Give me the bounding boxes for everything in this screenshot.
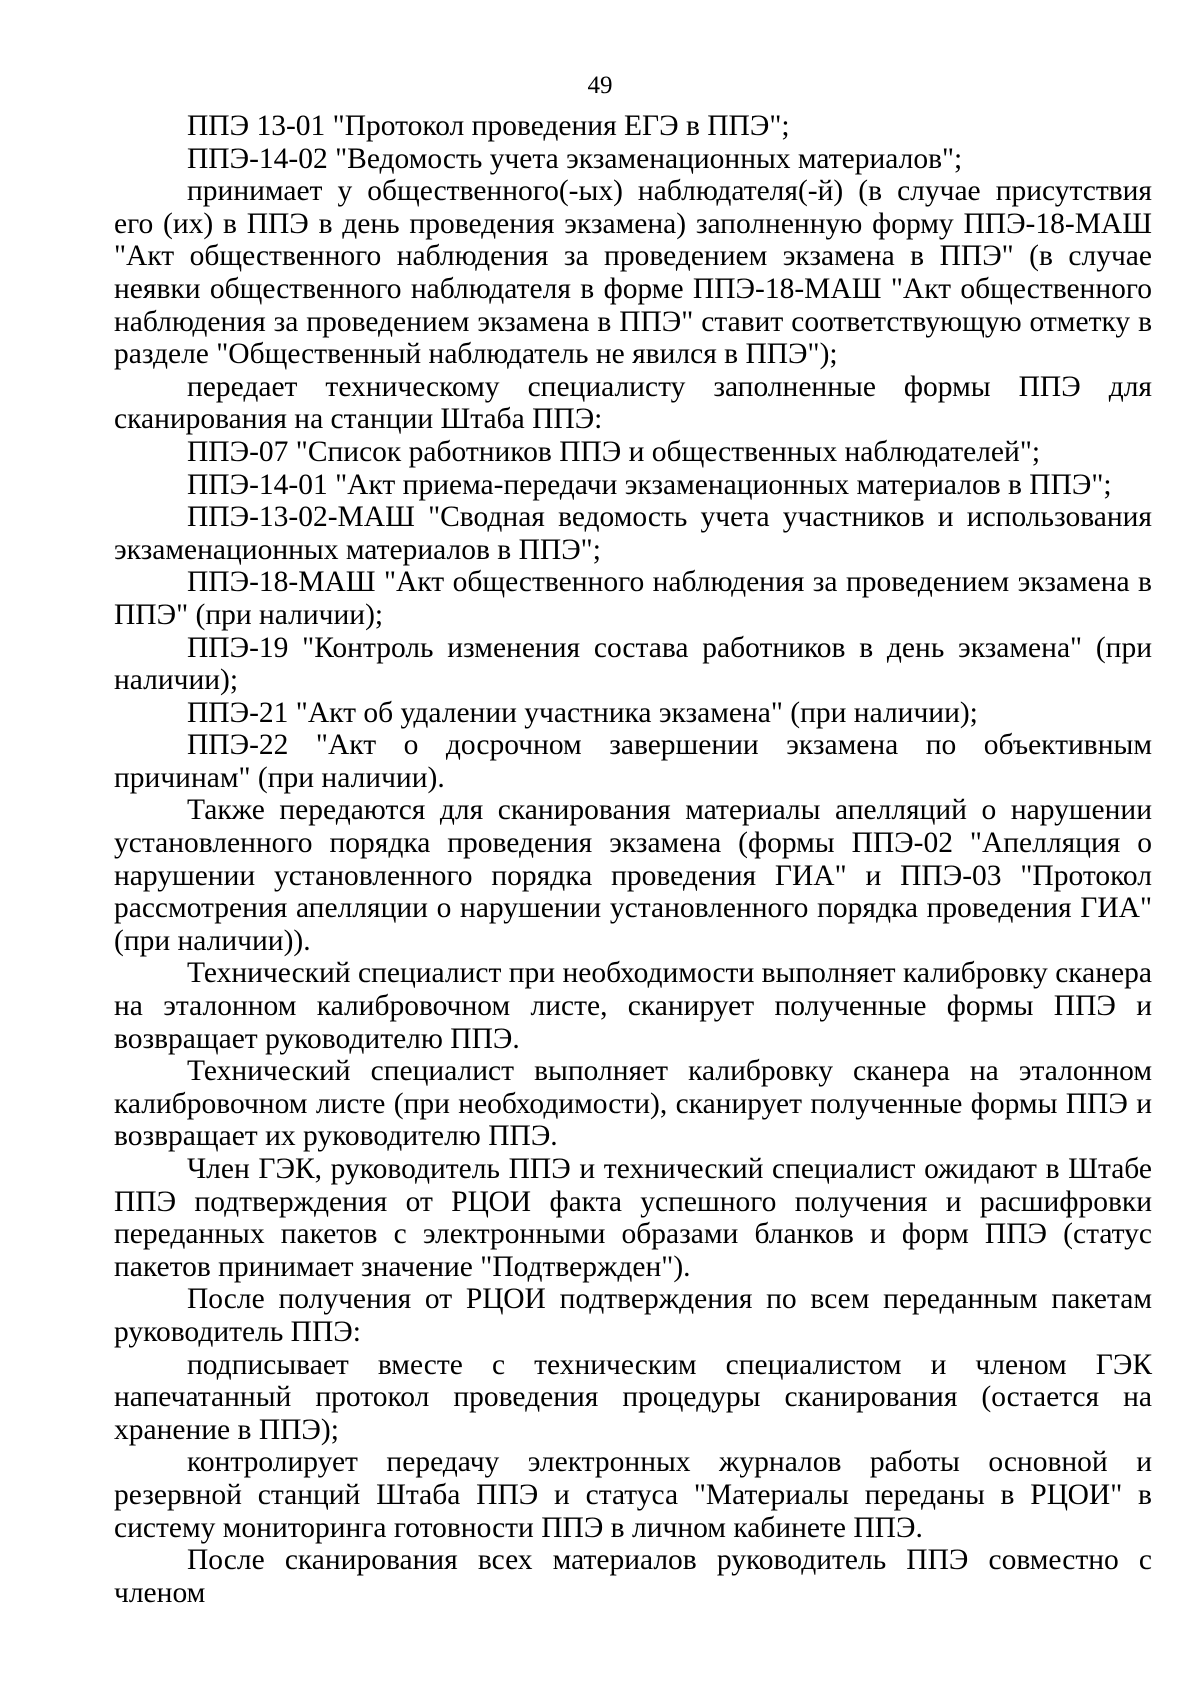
paragraph: ППЭ 13-01 "Протокол проведения ЕГЭ в ППЭ"; — [187, 110, 790, 142]
paragraph: ППЭ-22 "Акт о досрочном завершении экзамена по объективным причинам" (при наличии). — [114, 729, 1152, 794]
paragraph: Также передаются для сканирования материалы апелляций о нарушении установленного порядка проведения экзамена (формы ППЭ-02 "Апелляция о нарушении установленного порядка проведения ГИА" и ППЭ-03 "Протокол рассмотрения апелляции о нарушении установленного порядка проведения ГИА" (при наличии)). — [114, 794, 1152, 957]
paragraph: принимает у общественного(-ых) наблюдателя(-й) (в случае присутствия его (их) в ППЭ в день проведения экзамена) заполненную форму ППЭ-18-МАШ "Акт общественного наблюдения за проведением экзамена в ППЭ" (в случае неявки общественного наблюдателя в форме ППЭ-18-МАШ "Акт общественного наблюдения за проведением экзамена в ППЭ" ставит соответствующую отметку в разделе "Общественный наблюдатель не явился в ППЭ"); — [114, 175, 1152, 371]
paragraph: Член ГЭК, руководитель ППЭ и технический специалист ожидают в Штабе ППЭ подтверждения от РЦОИ факта успешного получения и расшифровки переданных пакетов с электронными образами бланков и форм ППЭ (статус пакетов принимает значение "Подтвержден"). — [114, 1153, 1152, 1283]
paragraph: ППЭ-21 "Акт об удалении участника экзамена" (при наличии); — [187, 696, 978, 729]
paragraph: Технический специалист при необходимости выполняет калибровку сканера на эталонном калибровочном листе, сканирует полученные формы ППЭ и возвращает руководителю ППЭ. — [114, 957, 1152, 1055]
paragraph: После получения от РЦОИ подтверждения по всем переданным пакетам руководитель ППЭ: — [114, 1283, 1152, 1348]
paragraph: ППЭ-14-01 "Акт приема-передачи экзаменационных материалов в ППЭ"; — [187, 468, 1112, 501]
paragraph: ППЭ-19 "Контроль изменения состава работников в день экзамена" (при наличии); — [114, 631, 1152, 697]
paragraph: Технический специалист выполняет калибровку сканера на эталонном калибровочном листе (при необходимости), сканирует полученные формы ППЭ и возвращает их руководителю ППЭ. — [114, 1055, 1152, 1153]
paragraph: ППЭ-07 "Список работников ППЭ и общественных наблюдателей"; — [187, 435, 1041, 468]
paragraph: ППЭ-18-МАШ "Акт общественного наблюдения за проведением экзамена в ППЭ" (при наличии); — [114, 566, 1152, 631]
document-body — [114, 110, 1152, 1609]
page-number: 49 — [587, 72, 613, 99]
paragraph: ППЭ-13-02-МАШ "Сводная ведомость учета участников и использования экзаменационных материалов в ППЭ"; — [114, 501, 1152, 566]
paragraph: контролирует передачу электронных журналов работы основной и резервной станций Штаба ППЭ и статуса "Материалы переданы в РЦОИ" в систему мониторинга готовности ППЭ в личном кабинете ППЭ. — [114, 1446, 1152, 1544]
paragraph: После сканирования всех материалов руководитель ППЭ совместно с членом — [114, 1544, 1152, 1609]
paragraph: передает техническому специалисту заполненные формы ППЭ для сканирования на станции Штаба ППЭ: — [114, 370, 1152, 436]
paragraph: ППЭ-14-02 "Ведомость учета экзаменационных материалов"; — [187, 142, 963, 175]
paragraph: подписывает вместе с техническим специалистом и членом ГЭК напечатанный протокол проведения процедуры сканирования (остается на хранение в ППЭ); — [114, 1348, 1152, 1446]
